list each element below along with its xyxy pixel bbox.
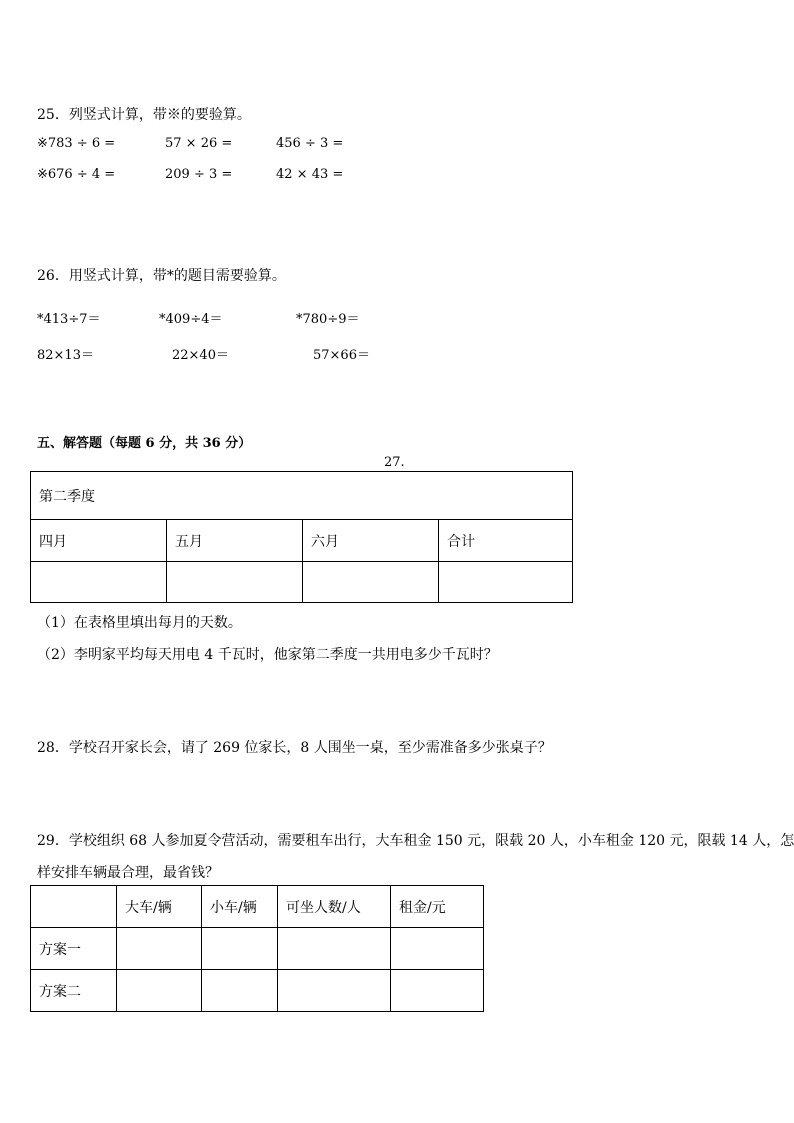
q25-expr-5: 209 ÷ 3 =	[165, 167, 233, 182]
q27-sub1: （1）在表格里填出每月的天数。	[37, 615, 242, 631]
q29-header-bus: 大车/辆	[117, 886, 202, 928]
q29-cell[interactable]	[117, 970, 202, 1012]
q26-expr-1: *413÷7＝	[37, 312, 101, 327]
q29-cell[interactable]	[391, 928, 484, 970]
q29-cell[interactable]	[278, 928, 391, 970]
q25-expr-4: ※676 ÷ 4 =	[37, 167, 116, 182]
q29-header-seats: 可坐人数/人	[278, 886, 391, 928]
q29-header-blank	[31, 886, 117, 928]
q26-title: 26．用竖式计算，带*的题目需要验算。	[37, 268, 286, 284]
q27-number: 27.	[384, 455, 405, 470]
q26-expr-4: 82×13＝	[37, 348, 94, 363]
q27-header-apr: 四月	[31, 520, 167, 562]
q29-cell[interactable]	[202, 928, 278, 970]
q29-row-label-2: 方案二	[31, 970, 117, 1012]
q29-line1: 29．学校组织 68 人参加夏令营活动，需要租车出行，大车租金 150 元，限载 20 人，小车租金 120 元，限载 14 人，怎	[37, 833, 794, 849]
q25-expr-6: 42 × 43 =	[276, 167, 344, 182]
q26-expr-6: 57×66＝	[313, 348, 370, 363]
q27-sub2: （2）李明家平均每天用电 4 千瓦时，他家第二季度一共用电多少千瓦时？	[37, 647, 498, 663]
q25-expr-3: 456 ÷ 3 =	[276, 136, 344, 151]
q29-cell[interactable]	[202, 970, 278, 1012]
q25-expr-2: 57 × 26 =	[165, 136, 233, 151]
q25-expr-1: ※783 ÷ 6 =	[37, 136, 116, 151]
q27-table-title: 第二季度	[31, 472, 573, 520]
q27-table	[30, 471, 573, 603]
q29-table	[30, 885, 484, 1012]
q26-expr-3: *780÷9＝	[296, 312, 360, 327]
q29-cell[interactable]	[278, 970, 391, 1012]
q28-text: 28．学校召开家长会，请了 269 位家长，8 人围坐一桌，至少需准备多少张桌子？	[37, 740, 552, 756]
q27-cell-apr[interactable]	[31, 562, 167, 603]
q27-header-jun: 六月	[303, 520, 439, 562]
q26-expr-5: 22×40＝	[172, 348, 229, 363]
q25-title: 25．列竖式计算，带※的要验算。	[37, 107, 251, 123]
q29-cell[interactable]	[117, 928, 202, 970]
q27-header-may: 五月	[167, 520, 303, 562]
q29-header-rent: 租金/元	[391, 886, 484, 928]
q29-row-label-1: 方案一	[31, 928, 117, 970]
section-heading: 五、解答题（每题 6 分，共 36 分）	[37, 436, 252, 451]
q29-cell[interactable]	[391, 970, 484, 1012]
q26-expr-2: *409÷4＝	[159, 312, 223, 327]
q27-cell-may[interactable]	[167, 562, 303, 603]
q29-header-car: 小车/辆	[202, 886, 278, 928]
q27-cell-total[interactable]	[439, 562, 573, 603]
q27-header-total: 合计	[439, 520, 573, 562]
q29-line2: 样安排车辆最合理，最省钱？	[37, 865, 219, 881]
q27-cell-jun[interactable]	[303, 562, 439, 603]
